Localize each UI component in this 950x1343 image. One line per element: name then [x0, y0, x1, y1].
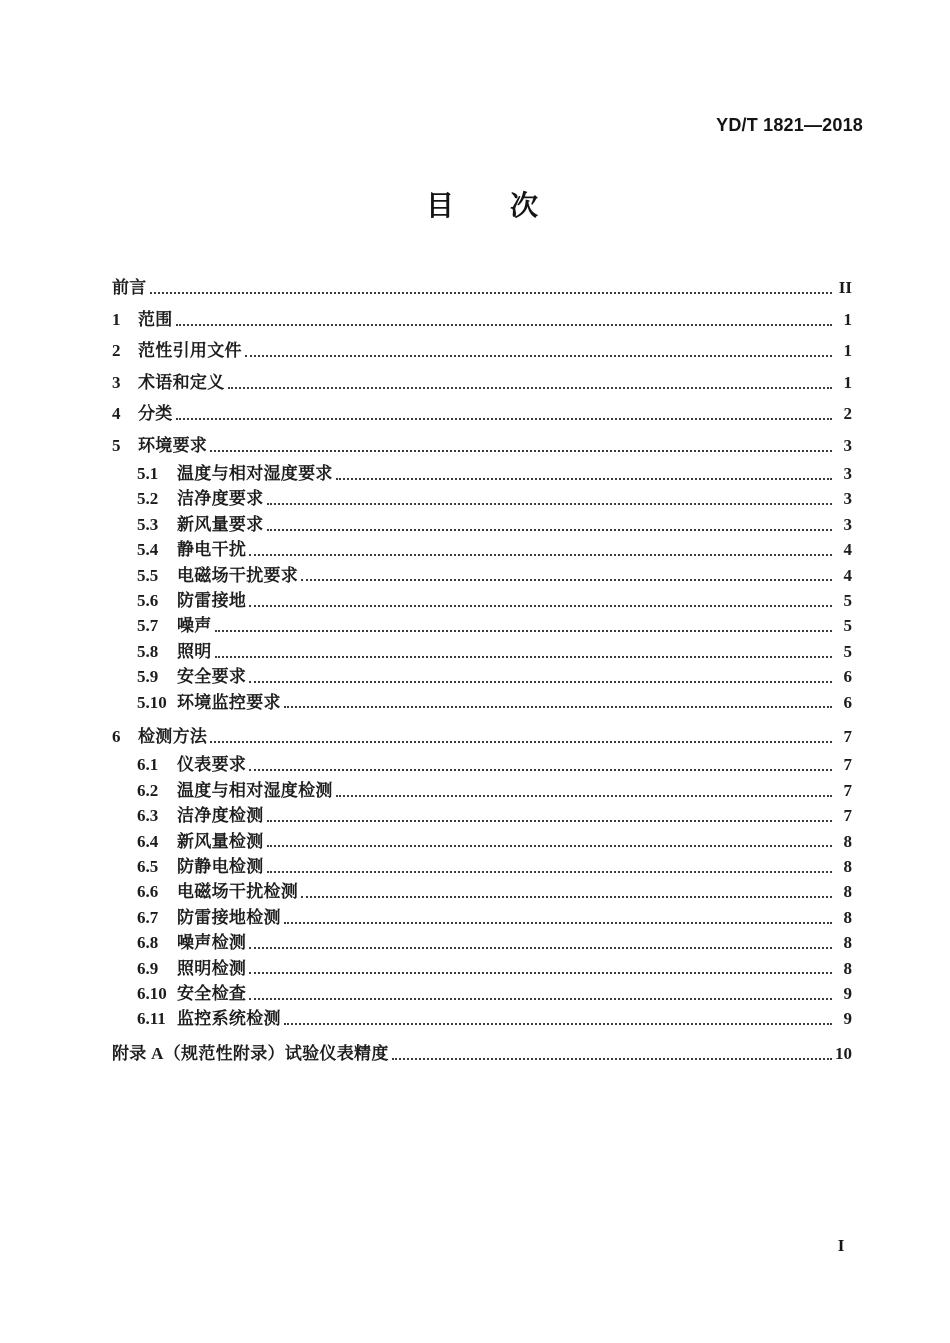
toc-entry	[112, 486, 852, 511]
toc-entry-page: 1	[843, 309, 852, 329]
toc-entry	[112, 537, 852, 562]
toc-entry	[112, 778, 852, 803]
toc-entry	[112, 367, 852, 399]
toc-entry-number: 6.1	[137, 755, 159, 775]
toc-entry-number: 6.6	[137, 882, 159, 902]
toc-entry-number: 5.1	[137, 464, 159, 483]
dotted-leader	[284, 922, 832, 924]
toc-entry-number: 5.9	[137, 667, 159, 687]
toc-entry-label: 噪声	[177, 616, 212, 636]
toc-entry-label: 安全要求	[177, 667, 247, 687]
dotted-leader	[284, 1023, 832, 1025]
dotted-leader	[249, 769, 832, 771]
toc-entry-number: 5.8	[137, 641, 159, 661]
toc-entry-page: 3	[843, 435, 852, 455]
toc-entry	[112, 1038, 852, 1070]
toc-entry-page: 3	[843, 514, 852, 534]
dotted-leader	[336, 478, 832, 480]
toc-entry-number: 6	[112, 726, 121, 746]
toc-entry-label: 防雷接地检测	[177, 907, 281, 927]
toc-entry-label: 术语和定义	[138, 372, 225, 392]
toc-entry-label: 洁净度检测	[177, 806, 264, 826]
toc-entry-page: 6	[843, 667, 852, 687]
toc-entry-page: 8	[843, 907, 852, 927]
toc-entry-label: 防静电检测	[177, 856, 264, 876]
toc-entry	[112, 512, 852, 537]
toc-entry-page: 8	[843, 933, 852, 953]
toc-entry-label: 环境要求	[138, 435, 208, 455]
toc-entry-page: 10	[835, 1043, 852, 1063]
dotted-leader	[210, 741, 832, 743]
page-title	[112, 192, 852, 220]
toc-entry-page: 8	[843, 882, 852, 902]
toc-entry-number: 6.5	[137, 856, 159, 876]
toc-entry-label: 范围	[138, 309, 173, 329]
toc-entry	[112, 1006, 852, 1031]
toc-entry-page: 8	[843, 958, 852, 978]
toc-entry-label: 监控系统检测	[177, 1009, 281, 1029]
toc-entry	[112, 690, 852, 715]
dotted-leader	[249, 681, 832, 683]
dotted-leader	[267, 529, 833, 531]
toc-entry-label: 静电干扰	[177, 540, 247, 560]
page-title-char-2: 次	[510, 190, 539, 221]
toc-entry-page: 7	[843, 726, 852, 746]
toc-entry	[112, 803, 852, 828]
toc-entry-page: 8	[843, 831, 852, 851]
toc-entry-number: 6.3	[137, 806, 159, 826]
dotted-leader	[301, 579, 832, 581]
dotted-leader	[249, 998, 832, 1000]
toc-entry-label: 前言	[112, 278, 147, 297]
toc-entry	[112, 664, 852, 689]
toc-entry-page: 7	[843, 780, 852, 800]
toc-entry	[112, 721, 852, 753]
toc-entry-page: 1	[843, 372, 852, 392]
page-title-char-1: 目	[425, 190, 454, 221]
toc-entry-label: 温度与相对湿度要求	[177, 464, 333, 483]
toc-entry-page: 4	[843, 540, 852, 560]
toc-entry-number: 6.11	[137, 1009, 166, 1029]
dotted-leader	[228, 387, 833, 389]
toc-entry-label: 分类	[138, 404, 173, 423]
toc-entry-number: 5.5	[137, 565, 159, 585]
toc-entry	[112, 335, 852, 367]
toc-entry-page: 1	[843, 341, 852, 360]
toc-entry-number: 4	[112, 404, 121, 423]
toc-entry-number: 5.2	[137, 489, 159, 509]
dotted-leader	[249, 947, 832, 949]
toc-entry-page: II	[838, 278, 852, 297]
toc-entry-label: 安全检查	[177, 983, 247, 1003]
toc-entry-number: 2	[112, 341, 121, 360]
dotted-leader	[210, 450, 832, 452]
toc-entry-page: 3	[843, 464, 852, 483]
toc-entry-page: 7	[843, 806, 852, 826]
dotted-leader	[249, 972, 832, 974]
toc-entry-label: 温度与相对湿度检测	[177, 780, 333, 800]
dotted-leader	[267, 845, 833, 847]
toc-entry-number: 5.7	[137, 616, 159, 636]
toc-entry-number: 5.3	[137, 514, 159, 534]
dotted-leader	[392, 1058, 832, 1060]
dotted-leader	[215, 630, 832, 632]
toc-entry-page: 2	[843, 404, 852, 423]
dotted-leader	[245, 355, 832, 357]
dotted-leader	[267, 820, 833, 822]
toc-entry	[112, 430, 852, 462]
toc-entry-page: 8	[843, 856, 852, 876]
document-number: YD/T 1821—2018	[716, 115, 863, 135]
toc-entry-page: 5	[843, 590, 852, 610]
toc-entry-label: 防雷接地	[177, 590, 247, 610]
toc-entry-number: 5	[112, 435, 121, 455]
toc-entry	[112, 752, 852, 777]
toc-entry-number: 5.6	[137, 590, 159, 610]
toc-entry	[112, 588, 852, 613]
toc-entry-label: 检测方法	[138, 726, 208, 746]
toc-entry	[112, 613, 852, 638]
toc-entry-page: 7	[843, 755, 852, 775]
dotted-leader	[176, 324, 832, 326]
toc-entry-page: 4	[843, 565, 852, 585]
toc-entry	[112, 272, 852, 304]
toc-entry-number: 5.4	[137, 540, 159, 560]
toc-entry-number: 3	[112, 372, 121, 392]
table-of-contents	[112, 272, 852, 1069]
dotted-leader	[336, 795, 832, 797]
toc-entry-number: 6.10	[137, 983, 167, 1003]
toc-entry-label: 新风量检测	[177, 831, 264, 851]
toc-entry-label: 照明检测	[177, 958, 247, 978]
toc-entry	[112, 639, 852, 664]
toc-entry-label: 新风量要求	[177, 514, 264, 534]
dotted-leader	[249, 554, 832, 556]
toc-entry-number: 6.7	[137, 907, 159, 927]
toc-entry-label: 照明	[177, 641, 212, 661]
toc-entry	[112, 981, 852, 1006]
toc-entry-label: 附录 A（规范性附录）试验仪表精度	[112, 1043, 389, 1063]
dotted-leader	[176, 418, 832, 420]
toc-entry	[112, 930, 852, 955]
toc-entry-number: 6.9	[137, 958, 159, 978]
toc-entry	[112, 854, 852, 879]
toc-entry-page: 3	[843, 489, 852, 509]
dotted-leader	[267, 871, 833, 873]
toc-entry	[112, 461, 852, 486]
toc-entry-label: 电磁场干扰检测	[177, 882, 299, 902]
footer-page-number: I	[837, 1236, 845, 1255]
toc-entry-page: 5	[843, 641, 852, 661]
toc-entry	[112, 398, 852, 430]
toc-entry-label: 仪表要求	[177, 755, 247, 775]
toc-entry	[112, 956, 852, 981]
toc-entry-number: 6.4	[137, 831, 159, 851]
dotted-leader	[267, 503, 833, 505]
toc-entry	[112, 829, 852, 854]
toc-entry-page: 9	[843, 1009, 852, 1029]
toc-entry	[112, 879, 852, 904]
toc-entry	[112, 304, 852, 336]
toc-entry-number: 6.8	[137, 933, 159, 953]
toc-entry-page: 9	[843, 983, 852, 1003]
dotted-leader	[301, 896, 832, 898]
toc-entry-number: 6.2	[137, 780, 159, 800]
toc-entry-label: 洁净度要求	[177, 489, 264, 509]
toc-entry-label: 电磁场干扰要求	[177, 565, 299, 585]
dotted-leader	[249, 605, 832, 607]
toc-entry	[112, 905, 852, 930]
toc-entry-number: 5.10	[137, 692, 167, 712]
toc-entry	[112, 563, 852, 588]
toc-entry-label: 范性引用文件	[138, 341, 242, 360]
dotted-leader	[284, 706, 832, 708]
dotted-leader	[215, 656, 832, 658]
toc-entry-label: 环境监控要求	[177, 692, 281, 712]
toc-entry-page: 6	[843, 692, 852, 712]
toc-entry-label: 噪声检测	[177, 933, 247, 953]
toc-entry-number: 1	[112, 309, 121, 329]
toc-entry-page: 5	[843, 616, 852, 636]
dotted-leader	[150, 292, 832, 294]
